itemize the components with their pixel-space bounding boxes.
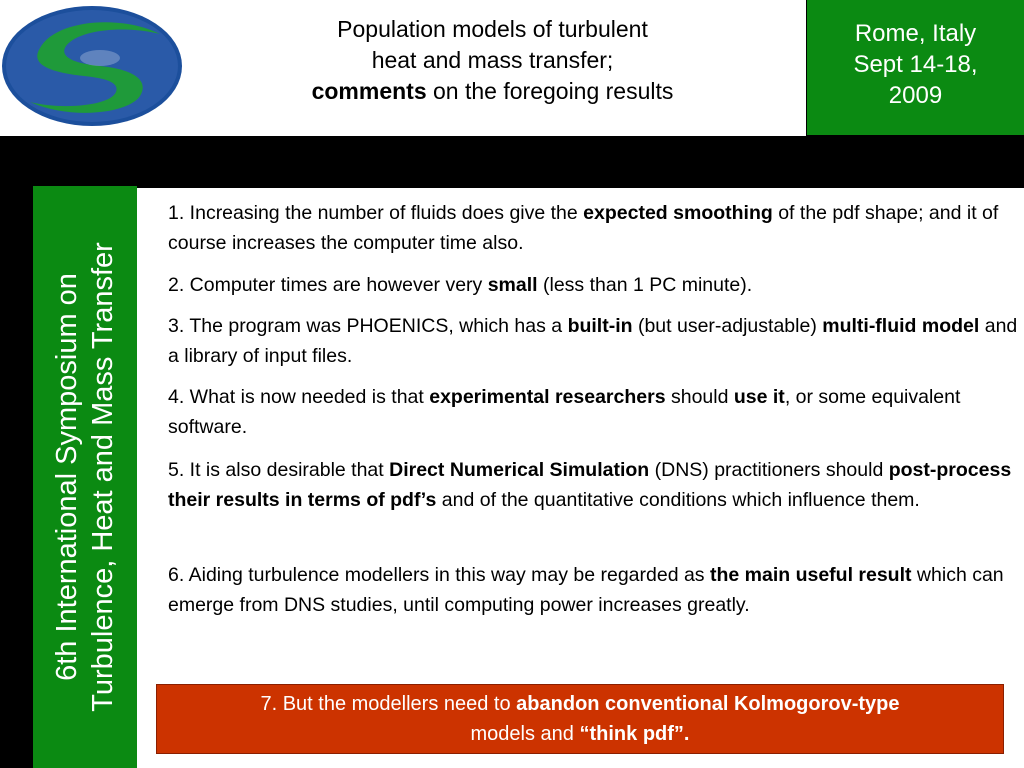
point-5-emphasis-1: Direct Numerical Simulation [389, 459, 650, 481]
point-4 [168, 382, 1018, 442]
point-2-text: 2. Computer times are however very [168, 274, 488, 296]
point-4-text-end: , or some equivalent software. [168, 386, 961, 438]
conclusion-callout [156, 684, 1004, 754]
point-3-emphasis-1: built-in [567, 315, 633, 337]
callout-emphasis-2: “think pdf”. [579, 723, 690, 745]
symposium-logo [0, 0, 185, 133]
venue-box [806, 0, 1024, 136]
point-1-text-end: of the pdf shape; and it of course increases the computer time also. [168, 202, 999, 254]
point-3 [168, 311, 1018, 371]
point-4-emphasis-1: experimental researchers [429, 386, 666, 408]
title-line-1: Population models of turbulent [337, 16, 648, 42]
side-line-1: 6th International Symposium on [51, 273, 83, 681]
title-line-3-rest: on the foregoing results [426, 78, 674, 104]
logo-icon [0, 0, 185, 133]
callout-text-mid: models and [470, 723, 580, 745]
point-1-text: 1. Increasing the number of fluids does give the [168, 202, 584, 224]
title-line-3 [205, 76, 780, 107]
title-line-2: heat and mass transfer; [371, 47, 614, 73]
callout-text: 7. But the modellers need to [260, 693, 517, 715]
point-4-text-mid: should [665, 386, 734, 408]
title-emphasis: comments [311, 78, 427, 104]
point-3-text-mid: (but user-adjustable) [632, 315, 823, 337]
point-2-text-end: (less than 1 PC minute). [537, 274, 753, 296]
point-2-emphasis: small [487, 274, 538, 296]
venue-city: Rome, Italy [854, 20, 977, 47]
point-2 [168, 270, 1018, 300]
venue-dates: Sept 14-18, [853, 51, 978, 78]
point-5 [168, 455, 1018, 515]
side-black-strip [0, 188, 33, 768]
callout-emphasis-1: abandon conventional Kolmogorov-type [516, 693, 900, 715]
point-6-text: 6. Aiding turbulence modellers in this way may be regarded as [168, 564, 710, 586]
point-5-text-mid: (DNS) practitioners should [649, 459, 889, 481]
point-6 [168, 560, 1018, 620]
point-6-emphasis: the main useful result [709, 564, 912, 586]
point-3-text-end: and a library of input files. [168, 315, 1018, 367]
point-5-text-end: and of the quantitative conditions which influence them. [436, 489, 920, 511]
side-panel [33, 186, 137, 768]
point-1-emphasis: expected smoothing [583, 202, 773, 224]
point-6-text-end: which can emerge from DNS studies, until computing power increases greatly. [168, 564, 1004, 616]
point-4-text: 4. What is now needed is that [168, 386, 430, 408]
point-5-text: 5. It is also desirable that [168, 459, 390, 481]
side-line-2: Turbulence, Heat and Mass Transfer [87, 242, 119, 712]
point-5-emphasis-2: post-process their results in terms of pdf’s [168, 459, 1012, 511]
side-panel-text [49, 187, 121, 767]
point-1 [168, 198, 1018, 258]
point-4-emphasis-2: use it [733, 386, 785, 408]
slide-title [205, 14, 780, 107]
point-3-text: 3. The program was PHOENICS, which has a [168, 315, 568, 337]
header-divider-bar [0, 136, 1024, 188]
venue-year: 2009 [888, 82, 943, 109]
point-3-emphasis-2: multi-fluid model [822, 315, 980, 337]
